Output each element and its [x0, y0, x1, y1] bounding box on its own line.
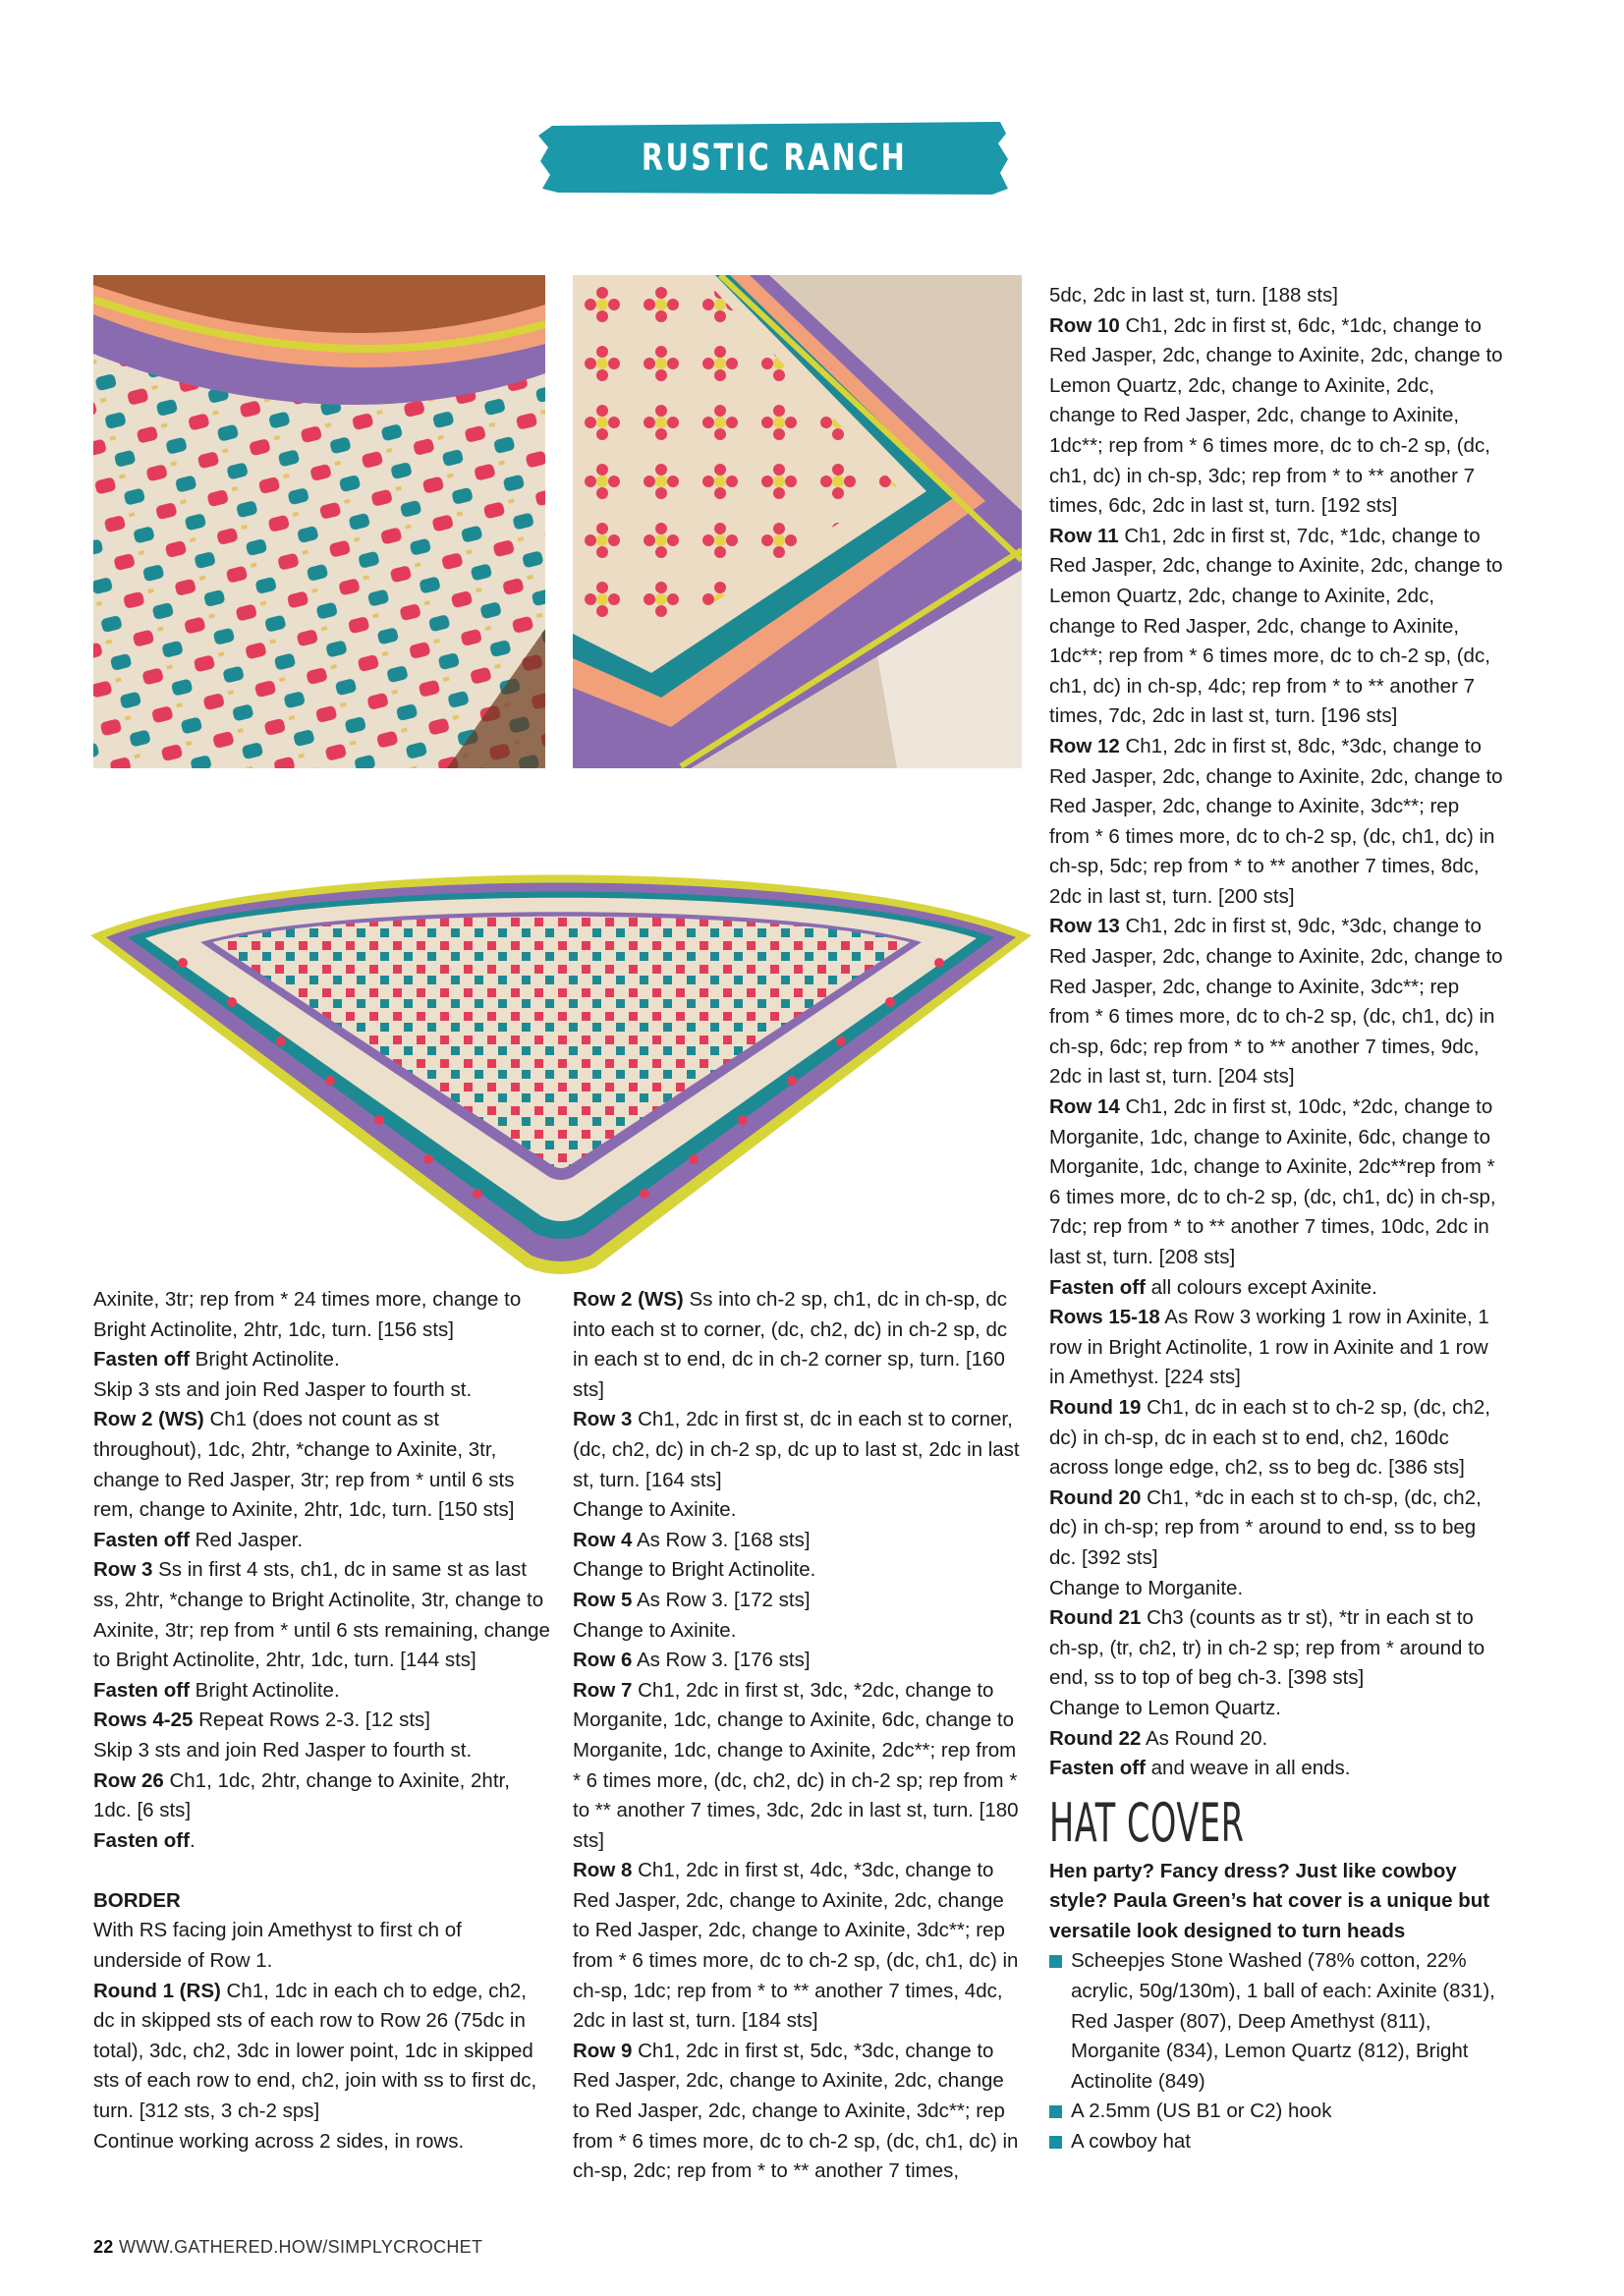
pattern-step-text: Ch1, 2dc in first st, 7dc, *1dc, change to Red Jasper, 2dc, change to Axinite, 2dc, change to Lemon Quartz, 2dc, change to Axinite, 2dc, change to Red Jasper, 2dc, change to Axinite, 1dc**; rep from * 6 times more, dc to ch-2 sp, (dc, ch1, dc) in ch-sp, 4dc; rep from * to ** another 7 times, 7dc, 2dc in last st, turn. [196 sts]	[1049, 524, 1503, 728]
pattern-column-3	[1049, 281, 1503, 2157]
pattern-step-text: Ch1, 2dc in first st, 6dc, *1dc, change to Red Jasper, 2dc, change to Axinite, 2dc, change to Lemon Quartz, 2dc, change to Axinite, 2dc, change to Red Jasper, 2dc, change to Axinite, 1dc**; rep from * 6 times more, dc to ch-2 sp, (dc, ch1, dc) in ch-sp, 3dc; rep from * to ** another 7 times, 6dc, 2dc in last st, turn. [192 sts]	[1049, 313, 1503, 518]
pattern-step-text: Ch1, dc in each st to ch-2 sp, (dc, ch2, dc) in ch-sp, dc in each st to end, ch2, 160dc across longe edge, ch2, ss to beg dc. [386 sts]	[1049, 1395, 1490, 1480]
pattern-step-text: As Row 3. [172 sts]	[632, 1588, 811, 1611]
pattern-step-text: Continue working across 2 sides, in rows.	[93, 2129, 465, 2153]
pattern-paragraph	[573, 1616, 1025, 1647]
pattern-paragraph	[1049, 912, 1503, 1092]
pattern-step-label: Row 10	[1049, 313, 1120, 337]
paragraph-gap	[93, 1856, 550, 1886]
pattern-step-text: With RS facing join Amethyst to first ch of underside of Row 1.	[93, 1919, 462, 1973]
pattern-step-label: Row 6	[573, 1649, 633, 1672]
pattern-paragraph	[93, 1977, 550, 2127]
pattern-step-label: Row 2 (WS)	[573, 1288, 684, 1311]
pattern-paragraph	[573, 1526, 1025, 1556]
pattern-paragraph	[93, 1676, 550, 1707]
pattern-paragraph	[573, 1646, 1025, 1676]
pattern-paragraph	[93, 1706, 550, 1736]
pattern-step-text: Axinite, 3tr; rep from * 24 times more, change to Bright Actinolite, 2htr, 1dc, turn. [156 sts]	[93, 1288, 522, 1341]
pattern-paragraph	[93, 1886, 550, 1917]
pattern-step-label: Fasten off	[93, 1828, 190, 1852]
pattern-paragraph	[573, 1586, 1025, 1616]
pattern-paragraph	[1049, 522, 1503, 732]
pattern-paragraph	[93, 1736, 550, 1766]
pattern-paragraph	[1049, 1303, 1503, 1393]
materials-item: A cowboy hat	[1049, 2127, 1503, 2157]
pattern-paragraph	[93, 1285, 550, 1345]
materials-item: A 2.5mm (US B1 or C2) hook	[1049, 2097, 1503, 2127]
pattern-step-label: Round 20	[1049, 1485, 1142, 1509]
pattern-paragraph	[93, 1375, 550, 1406]
pattern-step-text: and weave in all ends.	[1145, 1757, 1351, 1780]
pattern-step-label: Round 22	[1049, 1726, 1142, 1750]
pattern-step-label: Row 26	[93, 1768, 164, 1792]
cowl-photo	[93, 275, 545, 768]
pattern-step-text: Change to Axinite.	[573, 1618, 737, 1642]
pattern-step-label: Fasten off	[93, 1348, 190, 1372]
pattern-step-label: Round 19	[1049, 1395, 1142, 1419]
pattern-step-label: Row 14	[1049, 1095, 1120, 1119]
pattern-step-text: 5dc, 2dc in last st, turn. [188 sts]	[1049, 284, 1338, 307]
pattern-step-text: Repeat Rows 2-3. [12 sts]	[193, 1708, 430, 1732]
pattern-step-text: Change to Morganite.	[1049, 1576, 1244, 1599]
pattern-step-label: Row 7	[573, 1678, 633, 1702]
pattern-step-text: .	[189, 1828, 196, 1852]
pattern-paragraph	[93, 1916, 550, 1976]
pattern-step-text: Ch3 (counts as tr st), *tr in each st to ch-sp, (tr, ch2, tr) in ch-2 sp; rep from * around to end, ss to top of beg ch-3. [398 sts]	[1049, 1606, 1485, 1690]
page-footer	[93, 2237, 482, 2258]
pattern-paragraph	[573, 1405, 1025, 1495]
section-banner	[538, 120, 1010, 255]
pattern-step-label: Row 3	[93, 1558, 153, 1582]
pattern-step-text: Ch1, 1dc in each ch to edge, ch2, dc in skipped sts of each row to Row 26 (75dc in total), 3dc, ch2, 3dc in lower point, 1dc in skipped sts of each row to end, ch2, join with ss to first dc, turn. [312 sts, 3 ch-2 sps]	[93, 1979, 537, 2123]
pattern-step-text: Change to Bright Actinolite.	[573, 1558, 816, 1582]
pattern-paragraph	[93, 1766, 550, 1826]
pattern-step-text: Ch1, *dc in each st to ch-sp, (dc, ch2, dc) in ch-sp; rep from * around to end, ss to beg dc. [392 sts]	[1049, 1485, 1482, 1569]
pattern-paragraph	[93, 2127, 550, 2157]
pattern-step-text: Ch1, 1dc, 2htr, change to Axinite, 2htr, 1dc. [6 sts]	[93, 1768, 510, 1822]
pattern-paragraph	[573, 1676, 1025, 1857]
shawl-flat-photo	[84, 845, 1037, 1277]
pattern-step-label: Row 9	[573, 2039, 633, 2062]
pattern-paragraph	[93, 1345, 550, 1375]
pattern-step-text: Ch1, 2dc in first st, 9dc, *3dc, change to Red Jasper, 2dc, change to Axinite, 2dc, change to Red Jasper, 2dc, change to Axinite, 3dc**; rep from * 6 times more, dc to ch-2 sp, (dc, ch1, dc) in ch-sp, 6dc; rep from * to ** another 7 times, 9dc, 2dc in last st, turn. [204 sts]	[1049, 915, 1503, 1089]
pattern-step-text: Ch1, 2dc in first st, 5dc, *3dc, change to Red Jasper, 2dc, change to Axinite, 2dc, change to Red Jasper, 2dc, change to Axinite, 3dc**; rep from * 6 times more, dc to ch-2 sp, (dc, ch1, dc) in ch-sp, 2dc; rep from * to ** another 7 times,	[573, 2039, 1019, 2183]
pattern-step-text: Ch1, 2dc in first st, 4dc, *3dc, change to Red Jasper, 2dc, change to Axinite, 2dc, change to Red Jasper, 2dc, change to Axinite, 3dc**; rep from * 6 times more, dc to ch-2 sp, (dc, ch1, dc) in ch-sp, 1dc; rep from * to ** another 7 times, 4dc, 2dc in last st, turn. [184 sts]	[573, 1859, 1019, 2033]
pattern-paragraph	[573, 1856, 1025, 2037]
pattern-paragraph	[1049, 1574, 1503, 1604]
pattern-step-text: Change to Axinite.	[573, 1498, 737, 1522]
pattern-paragraph	[93, 1826, 550, 1857]
pattern-paragraph	[93, 1555, 550, 1675]
pattern-paragraph	[1049, 732, 1503, 913]
pattern-paragraph	[573, 1285, 1025, 1405]
pattern-step-label: Rows 15-18	[1049, 1306, 1160, 1329]
pattern-step-text: As Row 3 working 1 row in Axinite, 1 row in Bright Actinolite, 1 row in Axinite and 1 row in Amethyst. [224 sts]	[1049, 1306, 1489, 1389]
footer-url: WWW.GATHERED.HOW/SIMPLYCROCHET	[118, 2237, 483, 2257]
pattern-step-text: Red Jasper.	[189, 1528, 304, 1551]
pattern-paragraph	[93, 1526, 550, 1556]
pattern-step-text: Bright Actinolite.	[189, 1678, 340, 1702]
materials-item: Scheepjes Stone Washed (78% cotton, 22% acrylic, 50g/130m), 1 ball of each: Axinite (831), Red Jasper (807), Deep Amethyst (811), Morganite (834), Lemon Quartz (812), Bright Actinolite (849)	[1049, 1946, 1503, 2097]
pattern-step-text: Skip 3 sts and join Red Jasper to fourth st.	[93, 1377, 473, 1401]
pattern-paragraph	[1049, 1092, 1503, 1273]
pattern-step-label: Round 1 (RS)	[93, 1979, 221, 2002]
pattern-step-label: Fasten off	[1049, 1275, 1146, 1299]
pattern-step-text: Ch1, 2dc in first st, 8dc, *3dc, change to Red Jasper, 2dc, change to Axinite, 2dc, change to Red Jasper, 2dc, change to Axinite, 3dc**; rep from * 6 times more, dc to ch-2 sp, (dc, ch1, dc) in ch-sp, 5dc; rep from * to ** another 7 times, 8dc, 2dc in last st, turn. [200 sts]	[1049, 734, 1503, 908]
pattern-step-label: Fasten off	[1049, 1757, 1146, 1780]
pattern-step-text: all colours except Axinite.	[1145, 1275, 1377, 1299]
pattern-paragraph	[573, 1495, 1025, 1526]
pattern-step-label: Row 11	[1049, 524, 1119, 547]
pattern-step-label: Row 8	[573, 1859, 633, 1882]
pattern-step-label: Round 21	[1049, 1606, 1142, 1630]
pattern-step-text: As Row 3. [176 sts]	[632, 1649, 811, 1672]
pattern-column-2	[573, 1285, 1025, 2187]
pattern-paragraph	[1049, 311, 1503, 522]
pattern-step-text: As Row 3. [168 sts]	[632, 1528, 811, 1551]
pattern-step-label: Row 2 (WS)	[93, 1408, 204, 1431]
pattern-paragraph	[1049, 281, 1503, 311]
pattern-step-text: Ch1, 2dc in first st, 10dc, *2dc, change to Morganite, 1dc, change to Axinite, 6dc, change to Morganite, 1dc, change to Axinite, 2dc**rep from * 6 times more, dc to ch-2 sp, (dc, ch1, dc) in ch-sp, 7dc; rep from * to ** another 7 times, 10dc, 2dc in last st, turn. [208 sts]	[1049, 1095, 1496, 1268]
pattern-paragraph	[1049, 1484, 1503, 1574]
pattern-step-text: Ss into ch-2 sp, ch1, dc in ch-sp, dc into each st to corner, (dc, ch2, dc) in ch-2 sp, dc in each st to end, dc in ch-2 corner sp, turn. [160 sts]	[573, 1288, 1008, 1401]
pattern-paragraph	[573, 1555, 1025, 1586]
pattern-paragraph	[1049, 1273, 1503, 1304]
pattern-step-text: Ch1 (does not count as st throughout), 1dc, 2htr, *change to Axinite, 3tr, change to Red Jasper, 3tr; rep from * until 6 sts rem, change to Axinite, 2htr, 1dc, turn. [150 sts]	[93, 1408, 515, 1522]
pattern-paragraph	[1049, 1754, 1503, 1784]
pattern-step-label: Row 13	[1049, 915, 1120, 938]
page-number: 22	[93, 2237, 114, 2257]
pattern-paragraph	[1049, 1603, 1503, 1694]
pattern-step-text: As Round 20.	[1141, 1726, 1268, 1750]
pattern-step-text: Ss in first 4 sts, ch1, dc in same st as last ss, 2htr, *change to Bright Actinolite, 3tr, change to Axinite, 3tr; rep from * until 6 sts remaining, change to Bright Actinolite, 2htr, 1dc, turn. [144 sts]	[93, 1558, 550, 1672]
shawl-corner-photo	[573, 275, 1022, 768]
pattern-step-label: Row 3	[573, 1408, 633, 1431]
pattern-step-label: Fasten off	[93, 1528, 190, 1551]
pattern-step-label: Fasten off	[93, 1678, 190, 1702]
section-title: RUSTIC RANCH COLLECTION	[641, 137, 908, 255]
pattern-step-text: Ch1, 2dc in first st, dc in each st to corner, (dc, ch2, dc) in ch-2 sp, dc up to last st, 2dc in last st, turn. [164 sts]	[573, 1408, 1020, 1491]
hat-cover-intro: Hen party? Fancy dress? Just like cowboy style? Paula Green’s hat cover is a unique but versatile look designed to turn heads	[1049, 1859, 1490, 1942]
pattern-step-text: Ch1, 2dc in first st, 3dc, *2dc, change to Morganite, 1dc, change to Axinite, 6dc, change to Morganite, 1dc, change to Axinite, 2dc**; rep from * 6 times more, (dc, ch2, dc) in ch-2 sp; rep from * to ** another 7 times, 3dc, 2dc in last st, turn. [180 sts]	[573, 1678, 1019, 1852]
pattern-step-label: BORDER	[93, 1888, 181, 1912]
pattern-paragraph	[1049, 1694, 1503, 1724]
pattern-step-label: Rows 4-25	[93, 1708, 194, 1732]
pattern-step-text: Change to Lemon Quartz.	[1049, 1696, 1281, 1719]
pattern-step-text: Skip 3 sts and join Red Jasper to fourth st.	[93, 1738, 473, 1762]
pattern-paragraph	[1049, 1724, 1503, 1755]
pattern-step-label: Row 4	[573, 1528, 633, 1551]
pattern-paragraph	[93, 1405, 550, 1525]
pattern-step-label: Row 12	[1049, 734, 1120, 757]
materials-list	[1049, 1946, 1503, 2156]
hat-cover-heading: HAT COVER	[1049, 1791, 1245, 1854]
pattern-paragraph	[573, 2037, 1025, 2187]
pattern-step-label: Row 5	[573, 1588, 633, 1611]
pattern-column-1	[93, 1285, 550, 2156]
pattern-step-text: Bright Actinolite.	[189, 1348, 340, 1372]
pattern-paragraph	[1049, 1393, 1503, 1484]
